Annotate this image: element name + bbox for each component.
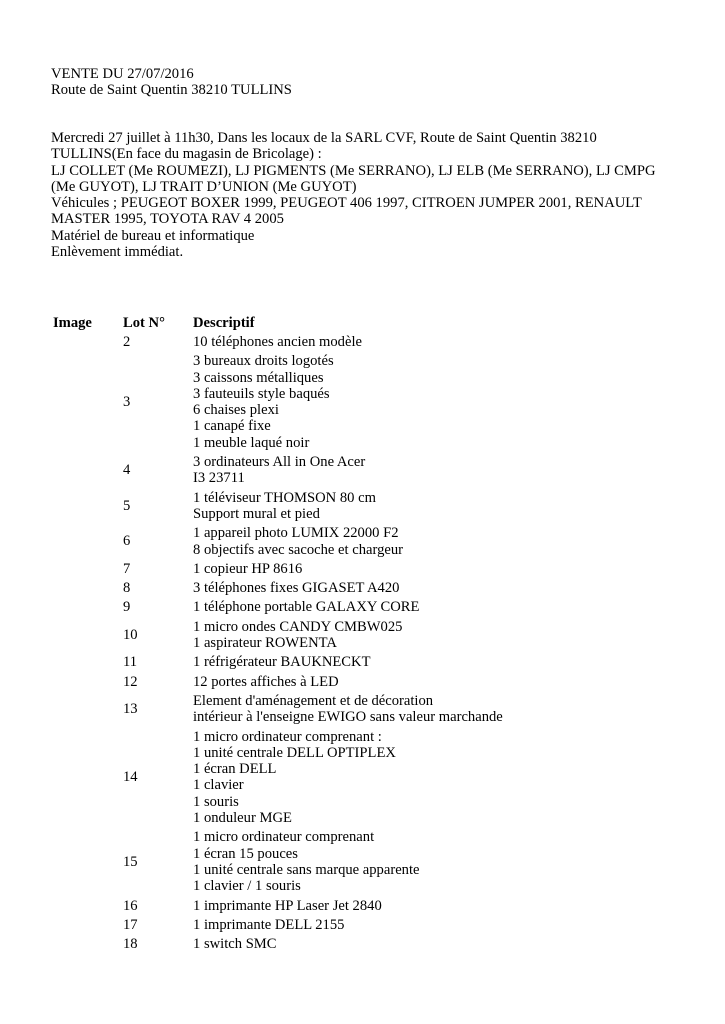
lot-number: 9 — [123, 599, 131, 616]
description-line: 1 copieur HP 8616 — [193, 560, 303, 577]
description-line: 1 réfrigérateur BAUKNECKT — [193, 654, 371, 671]
lot-number: 4 — [123, 462, 131, 479]
description-line: 3 ordinateurs All in One Acer — [193, 454, 366, 471]
description-line: 1 clavier / 1 souris — [193, 878, 301, 895]
lot-description — [193, 653, 633, 672]
description-line: 3 caissons métalliques — [193, 369, 324, 386]
lot-image-cell — [50, 916, 123, 935]
lot-number: 10 — [123, 626, 138, 643]
description-line: Element d'aménagement et de décoration — [193, 692, 434, 709]
lot-image-cell — [50, 524, 123, 560]
column-header-lot: Lot N° — [123, 314, 165, 331]
table-row — [50, 598, 633, 617]
description-line: 1 souris — [193, 793, 239, 810]
table-row — [50, 653, 633, 672]
lot-number: 5 — [123, 497, 131, 514]
lots-table-body — [50, 333, 633, 954]
description-line: I3 23711 — [193, 470, 245, 487]
description-line: 1 téléviseur THOMSON 80 cm — [193, 489, 376, 506]
lot-description — [193, 916, 633, 935]
description-line: 1 unité centrale sans marque apparente — [193, 861, 420, 878]
description-line: 1 écran DELL — [193, 761, 277, 778]
lot-description — [193, 935, 633, 954]
document-header — [51, 66, 671, 99]
lot-number: 13 — [123, 701, 138, 718]
description-line: 1 onduleur MGE — [193, 810, 292, 827]
lot-number: 17 — [123, 916, 138, 933]
description-line: 1 clavier — [193, 777, 244, 794]
sale-intro — [51, 130, 671, 260]
lot-number: 11 — [123, 654, 138, 671]
lots-table — [50, 314, 633, 954]
intro-line: MASTER 1995, TOYOTA RAV 4 2005 — [51, 211, 284, 228]
description-line: 10 téléphones ancien modèle — [193, 334, 362, 350]
lot-number: 15 — [123, 853, 138, 870]
lot-image-cell — [50, 453, 123, 489]
intro-line: LJ COLLET (Me ROUMEZI), LJ PIGMENTS (Me SERRANO), LJ ELB (Me SERRANO), LJ CMPG — [51, 162, 656, 179]
intro-line: TULLINS(En face du magasin de Bricolage) : — [51, 146, 322, 163]
lot-image-cell — [50, 828, 123, 896]
description-line: 1 unité centrale DELL OPTIPLEX — [193, 744, 396, 761]
table-row — [50, 524, 633, 560]
lot-description — [193, 560, 633, 579]
table-row — [50, 828, 633, 896]
description-line: 1 appareil photo LUMIX 22000 F2 — [193, 525, 399, 542]
lot-description — [193, 598, 633, 617]
lot-number: 14 — [123, 769, 138, 786]
lot-image-cell — [50, 352, 123, 453]
lot-description — [193, 489, 633, 525]
table-row — [50, 489, 633, 525]
lot-number: 12 — [123, 673, 138, 690]
lot-number: 8 — [123, 580, 131, 597]
column-header-description: Descriptif — [193, 314, 255, 331]
table-row — [50, 673, 633, 692]
table-row — [50, 352, 633, 453]
lot-image-cell — [50, 653, 123, 672]
description-line: 1 micro ordinateur comprenant : — [193, 728, 382, 745]
table-row — [50, 692, 633, 728]
table-row — [50, 618, 633, 654]
column-header-image: Image — [53, 314, 92, 331]
table-row — [50, 935, 633, 954]
table-row — [50, 579, 633, 598]
table-row — [50, 897, 633, 916]
lot-description — [193, 579, 633, 598]
description-line: 3 téléphones fixes GIGASET A420 — [193, 580, 400, 597]
lot-number: 16 — [123, 897, 138, 914]
lot-description — [193, 524, 633, 560]
lot-description — [193, 728, 633, 829]
intro-line: Enlèvement immédiat. — [51, 244, 184, 261]
description-line: 1 imprimante DELL 2155 — [193, 916, 345, 933]
table-row — [50, 916, 633, 935]
description-line: Support mural et pied — [193, 505, 320, 522]
intro-line: Véhicules ; PEUGEOT BOXER 1999, PEUGEOT 406 1997, CITROEN JUMPER 2001, RENAULT — [51, 195, 642, 212]
description-line: 3 fauteuils style baqués — [193, 385, 330, 402]
description-line: 1 micro ordinateur comprenant — [193, 829, 375, 846]
lot-image-cell — [50, 935, 123, 954]
lot-image-cell — [50, 560, 123, 579]
lot-number: 2 — [123, 334, 131, 350]
lot-description — [193, 618, 633, 654]
lot-image-cell — [50, 618, 123, 654]
lot-image-cell — [50, 598, 123, 617]
description-line: 1 téléphone portable GALAXY CORE — [193, 599, 420, 616]
lot-description — [193, 453, 633, 489]
table-row — [50, 333, 633, 352]
description-line: 1 canapé fixe — [193, 418, 271, 435]
lot-description — [193, 352, 633, 453]
table-header-row — [50, 314, 633, 333]
table-row — [50, 560, 633, 579]
lot-description — [193, 828, 633, 896]
description-line: 1 imprimante HP Laser Jet 2840 — [193, 897, 382, 914]
intro-line: (Me GUYOT), LJ TRAIT D’UNION (Me GUYOT) — [51, 178, 357, 195]
lot-number: 3 — [123, 394, 131, 411]
intro-line: Mercredi 27 juillet à 11h30, Dans les locaux de la SARL CVF, Route de Saint Quentin 38210 — [51, 130, 597, 146]
lot-image-cell — [50, 673, 123, 692]
lot-image-cell — [50, 728, 123, 829]
description-line: 1 meuble laqué noir — [193, 434, 310, 451]
description-line: intérieur à l'enseigne EWIGO sans valeur marchande — [193, 709, 503, 726]
description-line: 1 écran 15 pouces — [193, 845, 298, 862]
lot-description — [193, 692, 633, 728]
description-line: 6 chaises plexi — [193, 402, 279, 419]
sale-title: VENTE DU 27/07/2016 — [51, 66, 194, 82]
lot-image-cell — [50, 489, 123, 525]
description-line: 12 portes affiches à LED — [193, 673, 339, 690]
lot-image-cell — [50, 692, 123, 728]
lot-image-cell — [50, 897, 123, 916]
lot-image-cell — [50, 333, 123, 352]
lot-number: 7 — [123, 560, 131, 577]
lot-number: 18 — [123, 936, 138, 953]
description-line: 1 aspirateur ROWENTA — [193, 635, 337, 652]
description-line: 3 bureaux droits logotés — [193, 353, 334, 370]
sale-address: Route de Saint Quentin 38210 TULLINS — [51, 82, 292, 99]
intro-line: Matériel de bureau et informatique — [51, 227, 255, 244]
description-line: 1 micro ondes CANDY CMBW025 — [193, 618, 403, 635]
description-line: 1 switch SMC — [193, 936, 277, 953]
lot-description — [193, 897, 633, 916]
lot-description — [193, 333, 633, 352]
table-row — [50, 453, 633, 489]
lot-description — [193, 673, 633, 692]
lot-number: 6 — [123, 533, 131, 550]
lot-image-cell — [50, 579, 123, 598]
table-row — [50, 728, 633, 829]
description-line: 8 objectifs avec sacoche et chargeur — [193, 541, 404, 558]
